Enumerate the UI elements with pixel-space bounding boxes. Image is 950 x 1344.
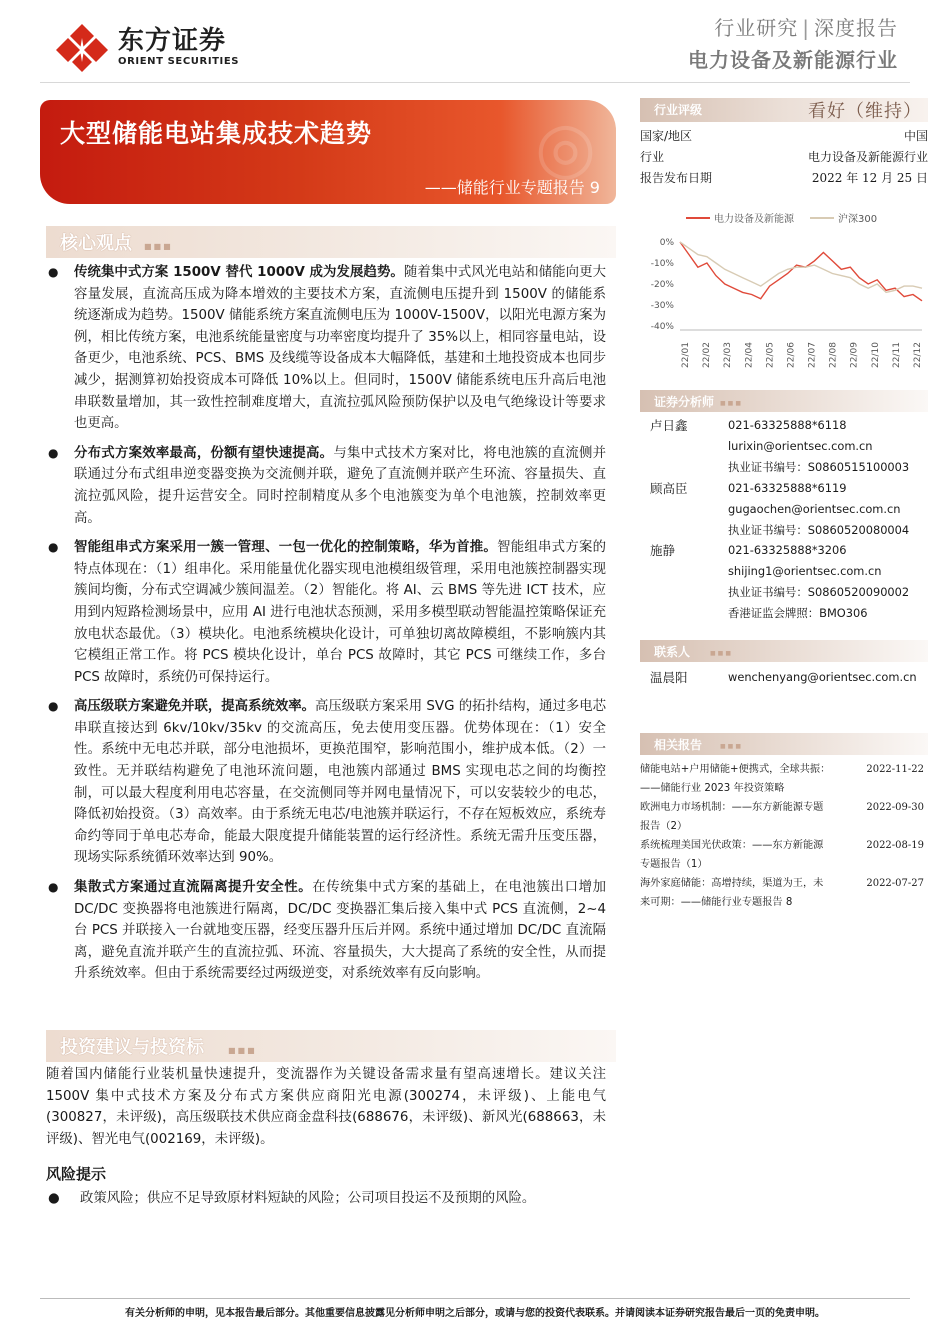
x-tick-label: 22/03: [723, 342, 734, 368]
investment-text: 随着国内储能行业装机量快速提升，变流器作为关键设备需求量有望高速增长。建议关注 1500V 集中式技术方案及分布式方案供应商阳光电源(300274，未评级)、上能电气(300827，未评级)，高压级联技术供应商金盘科技(688676，未评级)、新风光(688663，未评级)、智光电气(002169，未评级)。: [46, 1067, 606, 1147]
bullet-body: 在传统集中式方案的基础上，在电池簇出口增加 DC/DC 变换器将电池簇进行隔离，DC/DC 变换器汇集后接入集中式 PCS 直流侧，2~4 台 PCS 并联接入一台就地变压器，经变压器升压后并网。系统中通过增加 DC/DC 直流隔离，避免直流并联产生的直流拉弧、环流、容量损失，大大提高了系统的安全性，从而提升系统效率。但由于系统需要经过两级逆变，对系统效率有反向影响。: [74, 880, 606, 982]
x-tick-label: 22/10: [870, 342, 881, 368]
x-tick-label: 22/07: [807, 342, 818, 368]
bullet-icon: ●: [48, 445, 59, 460]
related-date: 2022-07-27: [866, 878, 924, 889]
heading-dots: ■■■: [720, 400, 744, 407]
bullet-body: 智能组串式方案的特点体现在：（1）组串化。采用能量优化器实现电池模组级管理，采用电池簇控制器实现簇间均衡，分布式空调减少簇间温差。（2）智能化。将 AI、云 BMS 等先进 ICT 技术，应用到内短路检测场景中，应用 AI 进行电池状态预测，采用多模型联动智能温控策略保证充放电状态最优。（3）模块化。电池系统模块化设计，可单独切离故障模组，不影响簇内其它模组正常工作。将 PCS 模块化设计，单台 PCS 故障时，其它 PCS 可继续工作，多台 PCS 故障时，系统仍可保持运行。: [74, 540, 607, 685]
related-date: 2022-08-19: [866, 840, 924, 851]
heading-dots: ■■■: [144, 242, 173, 251]
related-heading: [640, 733, 928, 755]
core-view-heading: [46, 226, 616, 258]
analyst-phone: 021-63325888*6118: [728, 418, 847, 432]
list-item: [46, 537, 606, 688]
rating-label: 行业评级: [654, 103, 703, 117]
related-report[interactable]: [640, 836, 930, 874]
y-tick-label: 0%: [659, 238, 674, 248]
risk-item: [46, 1188, 606, 1209]
analyst-phone: 021-63325888*6119: [728, 481, 847, 495]
related-date: 2022-09-30: [866, 802, 924, 813]
legend-label: 电力设备及新能源: [714, 214, 794, 225]
bullet-icon: ●: [48, 265, 59, 279]
core-view-heading-label: 核心观点: [60, 233, 132, 254]
bullet-body: 随着集中式风光电站和储能向更大容量发展，直流高压成为降本增效的主要技术方案，直流侧电压提升到 1500V 的储能系统逐渐成为趋势。1500V 储能系统方案直流侧电压为 1000V-1500V，以阳光电源方案为例，相比传统方案，电池系统能量密度与功率密度均提升了 35%以上，相同容量电站，设备更少，电池系统、PCS、BMS 及线缆等设备成本大幅降低，基建和土地投资成本也同步减少，据测算初始投资成本可降低 10%以上。但同时，1500V 储能系统电压升高后电池串联数量增加，其一致性控制难度增大，直流拉弧风险预防保护以及电气绝缘设计等要求也更高。: [74, 265, 607, 432]
banner-decoration: ◎: [534, 106, 596, 188]
logo-mark-icon: [54, 22, 110, 72]
report-industry: 电力设备及新能源行业: [688, 48, 898, 72]
core-view-list: [46, 262, 606, 993]
analyst-phone: 021-63325888*3206: [728, 543, 847, 557]
investment-heading: [46, 1030, 616, 1062]
performance-chart-svg: [640, 208, 928, 378]
series-line: [680, 242, 922, 292]
bullet-icon: ●: [48, 1191, 60, 1206]
x-tick-label: 22/02: [702, 342, 713, 368]
list-item: [46, 262, 606, 435]
bullet-lead: 高压级联方案避免并联，提高系统效率。: [74, 699, 316, 715]
legend-label: 沪深300: [838, 214, 878, 225]
contact-heading-label: 联系人: [654, 645, 691, 659]
related-title-line: 海外家庭储能：高增持续，渠道为王，未: [640, 878, 824, 889]
heading-dots: ■■■: [228, 1046, 257, 1055]
info-value: 2022 年 12 月 25 日: [811, 171, 928, 185]
y-tick-label: -30%: [650, 301, 674, 311]
heading-dots: ■■■: [720, 743, 744, 750]
analyst-license: 执业证书编号：S0860515100003: [728, 460, 910, 474]
risk-heading: 风险提示: [46, 1165, 107, 1183]
x-tick-label: 22/04: [744, 342, 755, 368]
bullet-icon: ●: [48, 540, 59, 555]
related-title-line: 储能电站+户用储能+便携式，全球共振：: [640, 764, 831, 775]
related-heading-label: 相关报告: [654, 738, 703, 752]
analyst-email[interactable]: gugaochen@orientsec.com.cn: [728, 502, 901, 516]
info-row-date: [640, 170, 928, 186]
analyst-name: 卢日鑫: [650, 418, 688, 433]
risk-text: 政策风险；供应不足导致原材料短缺的风险；公司项目投运不及预期的风险。: [80, 1191, 536, 1206]
contact-name: 温晨阳: [650, 670, 688, 685]
report-type-primary: 行业研究: [714, 16, 799, 40]
bullet-lead: 智能组串式方案采用一簇一管理、一包一优化的控制策略，华为首推。: [74, 540, 498, 556]
info-key: 报告发布日期: [640, 171, 713, 185]
info-key: 国家/地区: [640, 129, 693, 143]
analyst-license: 执业证书编号：S0860520090002: [728, 585, 910, 599]
investment-heading-label: 投资建议与投资标: [60, 1037, 204, 1058]
bullet-lead: 集散式方案通过直流隔离提升安全性。: [74, 880, 313, 896]
info-value: 中国: [903, 129, 928, 143]
x-tick-label: 22/01: [681, 342, 691, 368]
related-title-line: 专题报告（1）: [640, 859, 708, 870]
related-report[interactable]: [640, 874, 930, 912]
rating-value: 看好（维持）: [808, 101, 922, 122]
divider: |: [802, 16, 810, 40]
y-tick-label: -10%: [650, 259, 674, 269]
info-row-industry: [640, 149, 928, 165]
analyst-name: 顾高臣: [650, 481, 688, 496]
bullet-icon: ●: [48, 880, 59, 895]
analyst-email[interactable]: shijing1@orientsec.com.cn: [728, 564, 882, 578]
analysts-heading: [640, 390, 928, 412]
related-report[interactable]: [640, 798, 930, 836]
related-title-line: 欧洲电力市场机制：——东方新能源专题: [640, 802, 824, 813]
contact-heading: [640, 640, 928, 662]
y-tick-label: -20%: [650, 280, 674, 290]
related-title-line: 来可期：——储能行业专题报告 8: [640, 897, 793, 908]
x-tick-label: 22/12: [913, 342, 923, 368]
analyst-email[interactable]: lurixin@orientsec.com.cn: [728, 439, 873, 453]
x-tick-label: 22/11: [891, 342, 902, 368]
title-banner: [40, 100, 616, 204]
info-value: 电力设备及新能源行业: [807, 150, 928, 164]
related-title-line: 系统梳理美国光伏政策：——东方新能源: [640, 840, 824, 851]
y-tick-label: -40%: [650, 322, 674, 332]
bullet-lead: 传统集中式方案 1500V 替代 1000V 成为发展趋势。: [74, 265, 404, 280]
x-tick-label: 22/05: [765, 342, 776, 368]
info-row-region: [640, 128, 928, 144]
related-title-line: 报告（2）: [640, 821, 688, 832]
brand-name-cn: 东方证券: [118, 26, 227, 56]
heading-dots: ■■■: [710, 650, 734, 657]
brand-name-en: ORIENT SECURITIES: [118, 56, 240, 67]
bullet-body: 高压级联方案采用 SVG 的拓扑结构，通过多电芯串联直接达到 6kv/10kv/35kv 的交流高压，免去使用变压器。优势体现在：（1）安全性。系统中无电芯并联，部分电池损坏，更换范围窄，影响范围小，维护成本低。（2）一致性。无并联结构避免了电池环流问题，电池簇内部通过 BMS 实现电芯之间的均衡控制，可以最大程度利用电芯容量，在交流侧同等并网电量情况下，可以安装较少的电芯，降低初始投资。（3）高效率。由于系统无电芯/电池簇并联运行，不存在短板效应，系统寿命约等同于单电芯寿命，能最大限度提升储能装置的运行经济性。系统无需升压变压器，现场实际系统循环效率达到 90%。: [74, 699, 607, 866]
header-rule: [40, 82, 910, 83]
info-key: 行业: [640, 150, 665, 164]
performance-chart: [640, 208, 928, 378]
company-logo: [54, 22, 239, 72]
list-item: [46, 696, 606, 869]
list-item: [46, 443, 606, 529]
bullet-icon: ●: [48, 699, 59, 714]
report-header: [688, 14, 898, 75]
related-date: 2022-11-22: [866, 764, 924, 775]
report-subtitle: ——储能行业专题报告 9: [424, 178, 600, 197]
report-type: [688, 14, 898, 42]
analyst-hk-license: 香港证监会牌照：BMO306: [728, 606, 868, 620]
bullet-body: 与集中式技术方案对比，将电池簇的直流侧并联通过分布式组串逆变器变换为交流侧并联，避免了直流侧并联产生环流、容量损失、直流拉弧风险，提升运营安全。同时控制精度从多个电池簇变为单个电池簇，控制效率更高。: [74, 445, 607, 526]
contact-email[interactable]: wenchenyang@orientsec.com.cn: [728, 670, 917, 684]
analyst-name: 施静: [650, 543, 676, 558]
analysts-heading-label: 证券分析师: [654, 395, 715, 409]
related-report[interactable]: [640, 760, 930, 798]
footer-disclaimer: 有关分析师的申明，见本报告最后部分。其他重要信息披露见分析师申明之后部分，或请与您的投资代表联系。并请阅读本证券研究报告最后一页的免责申明。: [125, 1308, 825, 1319]
report-type-secondary: 深度报告: [814, 16, 898, 40]
x-tick-label: 22/08: [828, 342, 839, 368]
industry-rating: [640, 98, 928, 122]
x-tick-label: 22/09: [849, 342, 860, 368]
footer-rule: [40, 1298, 910, 1299]
list-item: [46, 877, 606, 985]
analyst-license: 执业证书编号：S0860520080004: [728, 523, 910, 537]
bullet-lead: 分布式方案效率最高，份额有望快速提高。: [74, 445, 334, 461]
report-title: 大型储能电站集成技术趋势: [60, 119, 373, 148]
x-tick-label: 22/06: [786, 342, 797, 368]
related-title-line: ——储能行业 2023 年投资策略: [640, 783, 785, 794]
